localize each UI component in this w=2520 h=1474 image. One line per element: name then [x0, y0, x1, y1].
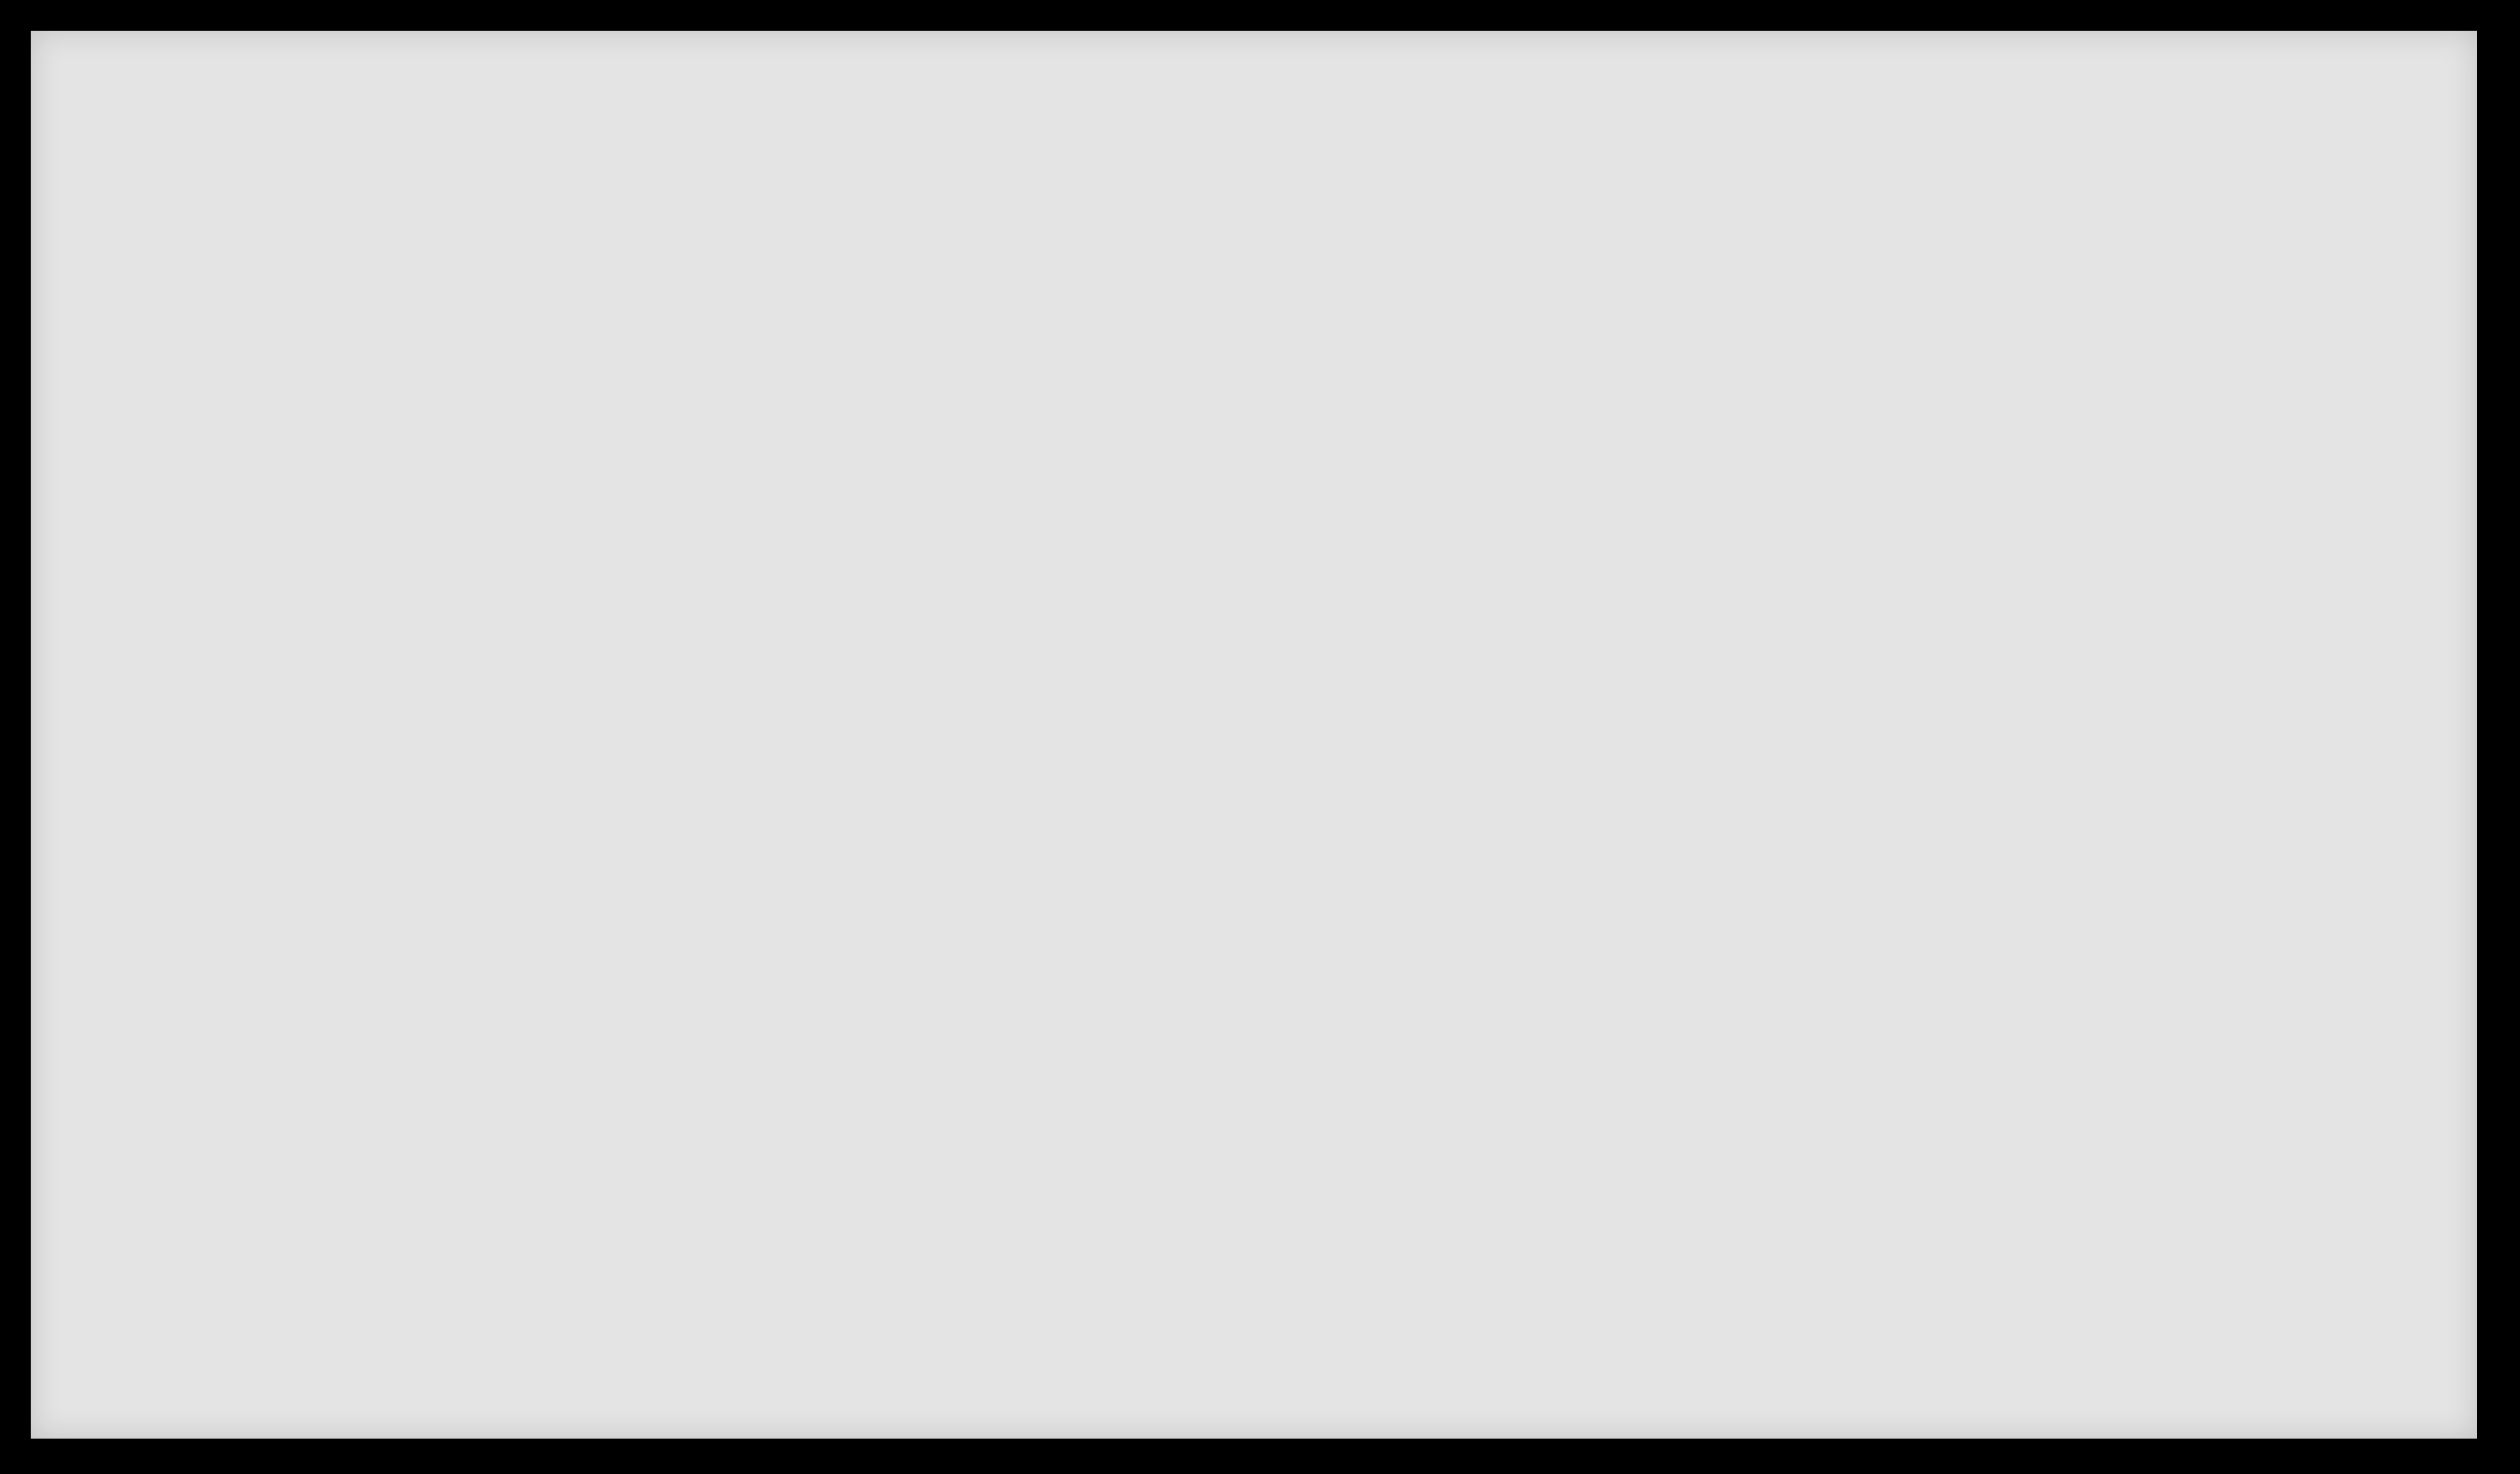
census-form — [31, 31, 2477, 1439]
